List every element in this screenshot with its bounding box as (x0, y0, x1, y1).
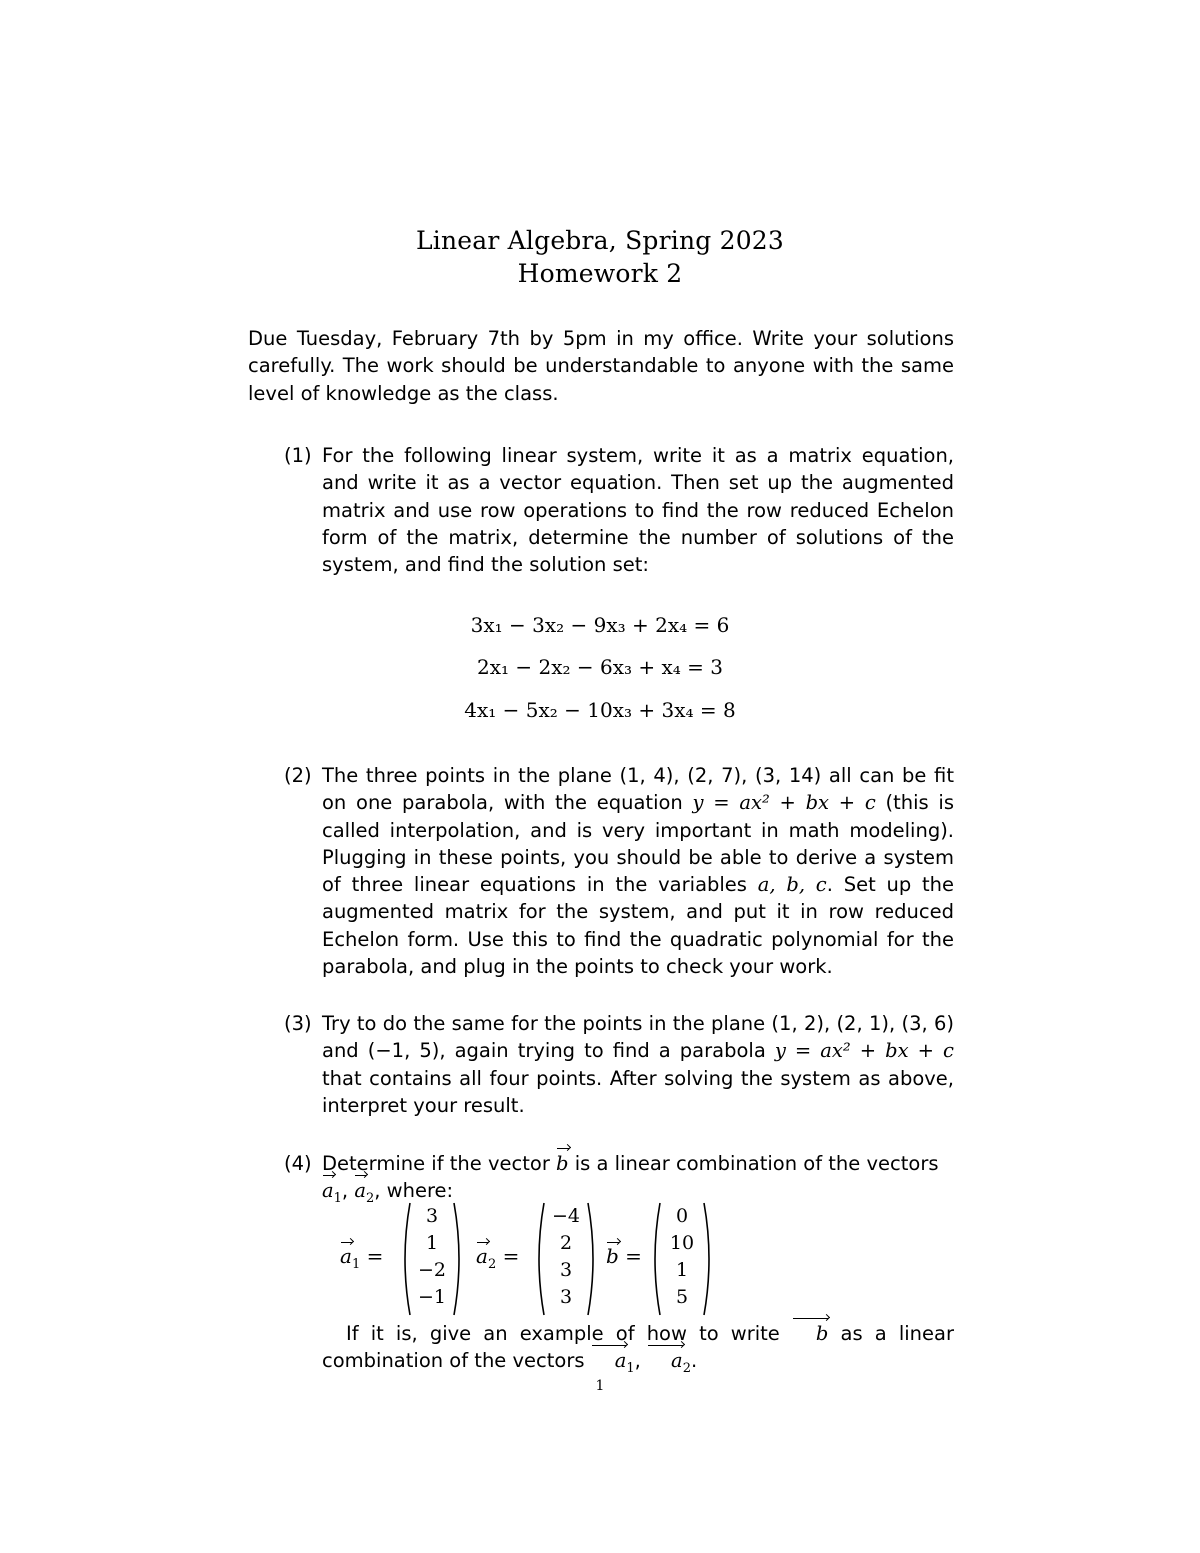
variables: a, b, c (757, 873, 827, 897)
vector-cell: −2 (417, 1259, 446, 1281)
equation-1: 3x₁ − 3x₂ − 9x₃ + 2x₄ = 6 (470, 613, 730, 637)
vector-cell: 0 (675, 1205, 689, 1227)
problem-text: Determine if the vector b is a linear combination of the vectors $a_1$, $a_2$, where: (322, 1152, 939, 1207)
vector-cell: 2 (559, 1232, 573, 1254)
equation-3: 4x₁ − 5x₂ − 10x₃ + 3x₄ = 8 (464, 698, 736, 722)
a1-label: $a_1$ = (340, 1244, 384, 1272)
parabola-equation: y = ax² + bx + c (774, 1039, 954, 1063)
problem-text: If it is, give an example of how to write b as a linear combination of the vectors $a_1$, $a_2$. (322, 1322, 954, 1377)
vector-a2-symbol: a (354, 1177, 366, 1204)
vector-cell: 1 (675, 1259, 689, 1281)
vector-cell: 3 (559, 1259, 573, 1281)
vector-cell: −4 (551, 1205, 580, 1227)
vector-a1-symbol: a (322, 1177, 334, 1204)
problem-text: Try to do the same for the points in the plane (1, 2), (2, 1), (3, 6) and (−1, 5), again trying to find a parabola y = ax² + bx + c that contains all four points. After solving the system as above, interpret your result. (322, 1012, 954, 1117)
vector-b (650, 1200, 714, 1318)
page-number: 1 (595, 1378, 605, 1394)
vector-a1 (400, 1200, 464, 1318)
document-title: Linear Algebra, Spring 2023 (415, 226, 785, 255)
problem-number: (2) (284, 764, 312, 787)
vector-cell: 3 (559, 1286, 573, 1308)
parabola-equation: y = ax² + bx + c (692, 791, 876, 815)
intro-paragraph: Due Tuesday, February 7th by 5pm in my office. Write your solutions carefully. The work should be understandable to anyone with the same level of knowledge as the class. (248, 327, 954, 405)
vector-cell: −1 (417, 1286, 446, 1308)
vector-a2 (534, 1200, 598, 1318)
problem-number: (4) (284, 1152, 312, 1175)
vector-cell: 5 (675, 1286, 689, 1308)
equation-2: 2x₁ − 2x₂ − 6x₃ + x₄ = 3 (477, 655, 723, 679)
problem-number: (1) (284, 444, 312, 467)
b-label: b = (606, 1244, 642, 1268)
vector-cell: 10 (669, 1232, 695, 1254)
vector-cell: 3 (425, 1205, 439, 1227)
problem-number: (3) (284, 1012, 312, 1035)
a2-label: $a_2$ = (476, 1244, 520, 1272)
problem-text: The three points in the plane (1, 4), (2, 7), (3, 14) all can be fit on one parabola, with the equation y = ax² + bx + c (this is called interpolation, and is very important in math modeling). Plugging in these points, you should be able to derive a system of three linear equations in the variables a, b, c. Set up the augmented matrix for the system, and put it in row reduced Echelon form. Use this to find the quadratic polynomial for the parabola, and plug in the points to check your work. (322, 764, 955, 979)
vector-b-symbol: b (556, 1150, 568, 1177)
problem-text: For the following linear system, write it as a matrix equation, and write it as a vector equation. Then set up the augmented matrix and use row operations to find the row reduced Echelon form of the matrix, determine the number of solutions of the system, and find the solution set: (322, 444, 954, 577)
document-subtitle: Homework 2 (517, 259, 683, 288)
vector-cell: 1 (425, 1232, 439, 1254)
